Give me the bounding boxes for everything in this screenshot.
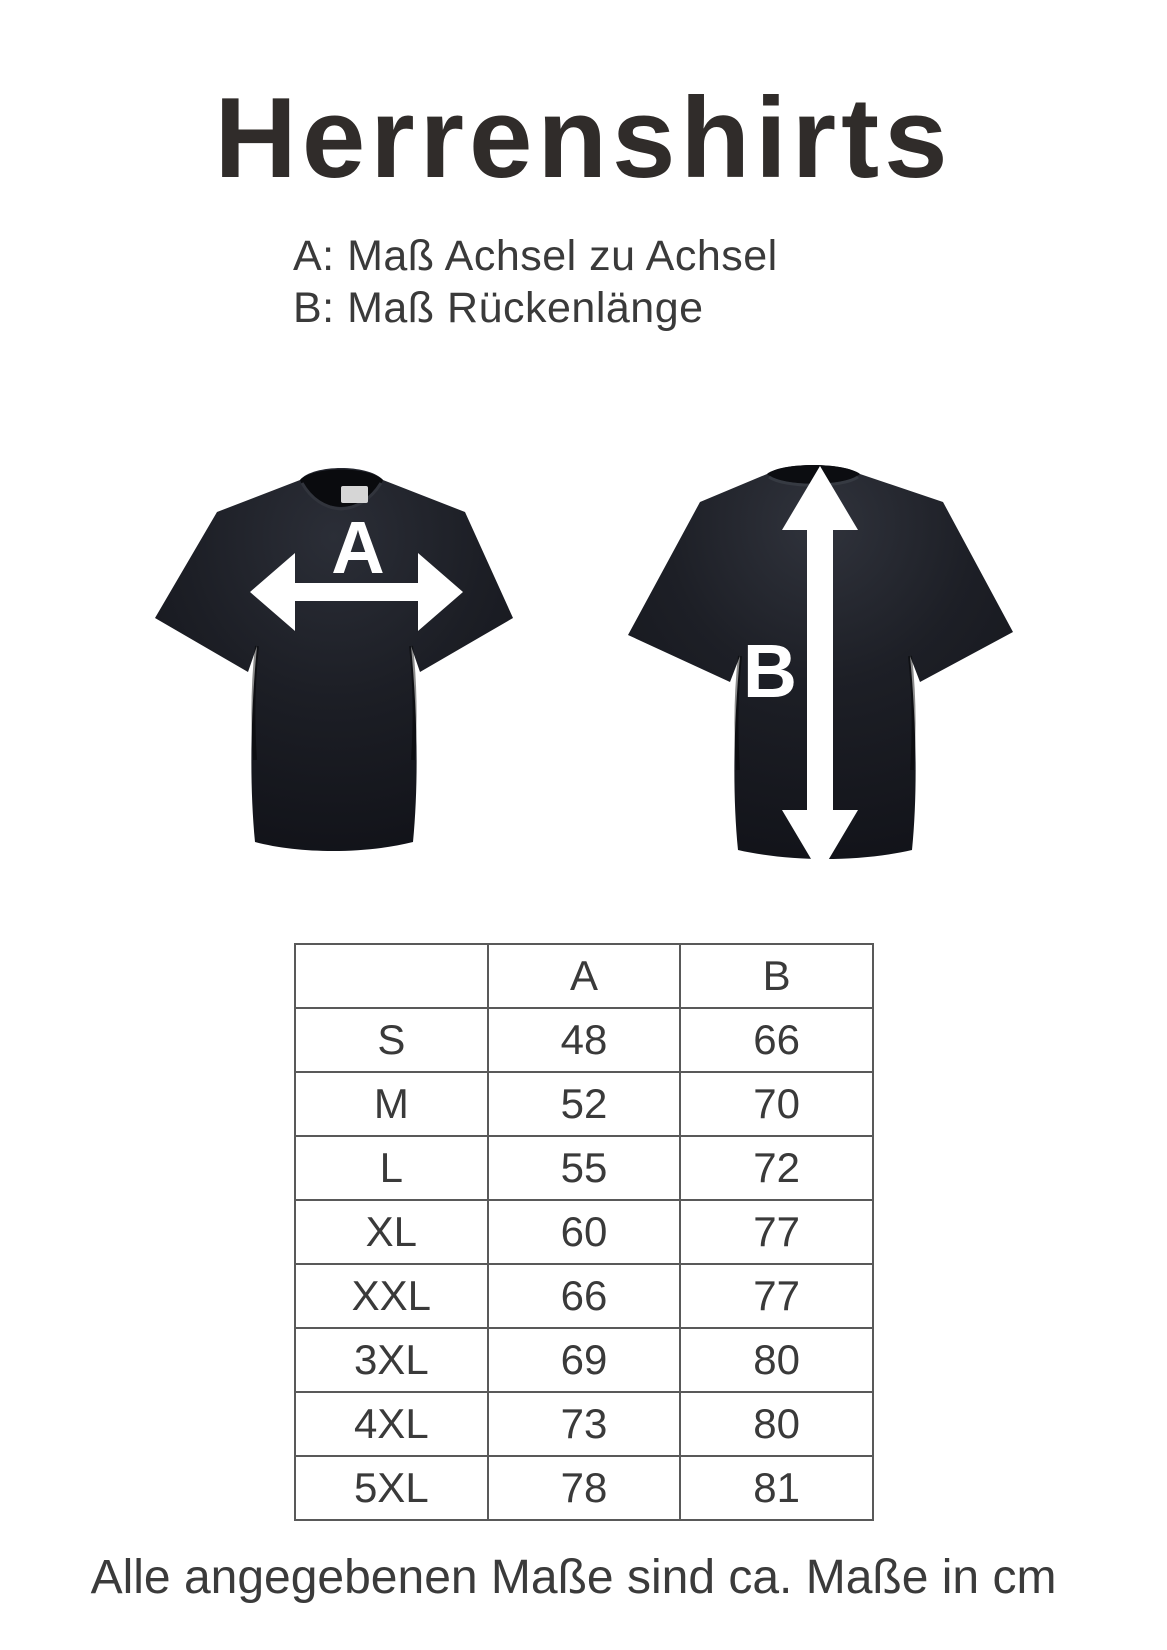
b-value-cell: 70 bbox=[680, 1072, 873, 1136]
size-cell: XL bbox=[295, 1200, 488, 1264]
a-value-cell: 73 bbox=[488, 1392, 681, 1456]
b-value-cell: 80 bbox=[680, 1392, 873, 1456]
size-cell: 4XL bbox=[295, 1392, 488, 1456]
b-value-cell: 80 bbox=[680, 1328, 873, 1392]
page-title: Herrenshirts bbox=[214, 75, 953, 202]
a-value-cell: 55 bbox=[488, 1136, 681, 1200]
size-cell: XXL bbox=[295, 1264, 488, 1328]
a-value-cell: 78 bbox=[488, 1456, 681, 1520]
table-row bbox=[295, 1072, 873, 1136]
tshirt-back-illustration bbox=[610, 450, 1030, 880]
a-value-cell: 52 bbox=[488, 1072, 681, 1136]
b-value-cell: 77 bbox=[680, 1200, 873, 1264]
table-row bbox=[295, 1264, 873, 1328]
a-value-cell: 69 bbox=[488, 1328, 681, 1392]
b-value-cell: 66 bbox=[680, 1008, 873, 1072]
table-row bbox=[295, 1008, 873, 1072]
table-row bbox=[295, 1456, 873, 1520]
a-value-cell: 48 bbox=[488, 1008, 681, 1072]
header-size-cell bbox=[295, 944, 488, 1008]
legend-line-a: A: Maß Achsel zu Achsel bbox=[293, 232, 778, 280]
size-table-header-row bbox=[295, 944, 873, 1008]
measure-a-letter: A bbox=[331, 506, 385, 589]
header-a-cell: A bbox=[488, 944, 681, 1008]
table-row bbox=[295, 1136, 873, 1200]
measure-b-letter: B bbox=[742, 629, 798, 713]
size-table bbox=[294, 943, 874, 1521]
a-value-cell: 60 bbox=[488, 1200, 681, 1264]
b-value-cell: 81 bbox=[680, 1456, 873, 1520]
footer-note: Alle angegebenen Maße sind ca. Maße in cm bbox=[90, 1551, 1057, 1604]
measure-legend bbox=[293, 230, 778, 334]
b-value-cell: 72 bbox=[680, 1136, 873, 1200]
b-value-cell: 77 bbox=[680, 1264, 873, 1328]
header-b-cell: B bbox=[680, 944, 873, 1008]
table-row bbox=[295, 1392, 873, 1456]
table-row bbox=[295, 1328, 873, 1392]
size-cell: 5XL bbox=[295, 1456, 488, 1520]
size-cell: 3XL bbox=[295, 1328, 488, 1392]
a-value-cell: 66 bbox=[488, 1264, 681, 1328]
size-cell: M bbox=[295, 1072, 488, 1136]
size-cell: S bbox=[295, 1008, 488, 1072]
table-row bbox=[295, 1200, 873, 1264]
size-cell: L bbox=[295, 1136, 488, 1200]
neck-tag bbox=[341, 486, 368, 503]
tshirt-front-illustration bbox=[135, 450, 535, 870]
legend-line-b: B: Maß Rückenlänge bbox=[293, 284, 704, 332]
